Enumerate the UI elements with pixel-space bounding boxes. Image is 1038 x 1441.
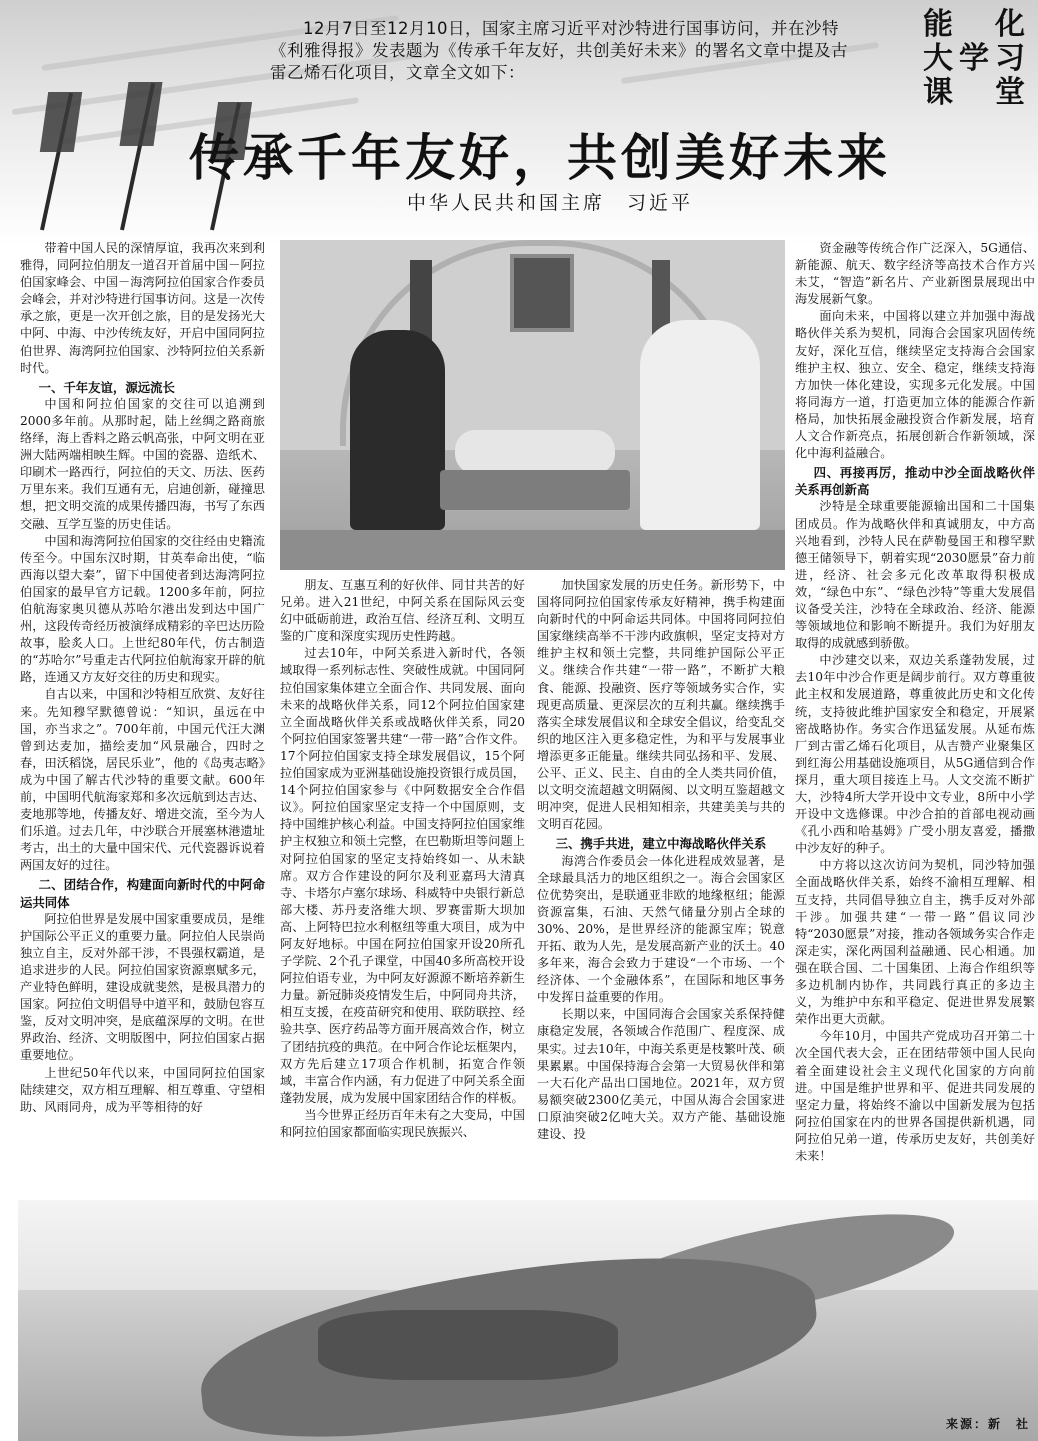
photo-floor (280, 530, 785, 570)
article-headline: 传承千年友好，共创美好未来 (189, 129, 891, 187)
paragraph: 当今世界正经历百年未有之大变局，中国和阿拉伯国家都面临实现民族振兴、 (280, 1107, 525, 1139)
paragraph: 带着中国人民的深情厚谊，我再次来到利雅得，同阿拉伯朋友一道召开首届中国－阿拉伯国家峰会、中国－海湾阿拉伯国家合作委员会峰会，并对沙特进行国事访问。这是一次传承之旅，更是一次开创之旅，目的是发扬光大中阿、中海、中沙传统友好，开启中国同阿拉伯世界、海湾阿拉伯国家、沙特阿拉伯关系新时代。 (20, 241, 265, 375)
text-column-4 (795, 240, 1035, 1165)
photo-flowers (455, 430, 615, 474)
paragraph: 加快国家发展的历史任务。新形势下，中国将同阿拉伯国家传承友好精神，携手构建面向新时代的中阿命运共同体。中国将同阿拉伯国家继续高举不干涉内政旗帜，坚定支持对方维护主权和领土完整，共同维护国际公平正义。继续合作共建“一带一路”，不断扩大粮食、能源、投融资、医疗等领域务实合作，实现更高质量、更深层次的互利共赢。继续携手落实全球发展倡议和全球安全倡议，给变乱交织的地区注入更多稳定性，为和平与发展事业增添更多正能量。继续共同弘扬和平、发展、公平、正义、民主、自由的全人类共同价值，以文明交流超越文明隔阂、以文明互鉴超越文明冲突，促进人民相知相亲，共建美美与共的文明百花园。 (537, 578, 785, 832)
column-label-line: 大学习 (923, 41, 1031, 76)
paragraph: 今年10月，中国共产党成功召开第二十次全国代表大会，正在团结带领中国人民向着全面建设社会主义现代化国家的方向前进。中国是维护世界和平、促进共同发展的坚定力量，将始终不渝以中国新发展为包括阿拉伯国家在内的世界各国提供新机遇，同阿拉伯兄弟一道，传承历史友好，共创美好未来！ (795, 1029, 1035, 1163)
intro-paragraph: 12月7日至12月10日，国家主席习近平对沙特进行国事访问，并在沙特《利雅得报》发表题为《传承千年友好，共创美好未来》的署名文章中提及古雷乙烯石化项目，文章全文如下： (270, 19, 848, 82)
column-label-line: 课 堂 (923, 75, 1031, 110)
aerial-photo (18, 1200, 1038, 1441)
paragraph: 上世纪50年代以来，中国同阿拉伯国家陆续建交，双方相互理解、相互尊重、守望相助、风雨同舟，成为平等相待的好 (20, 1065, 265, 1114)
photo-table (440, 470, 630, 510)
photo-portrait (510, 254, 574, 332)
paragraph: 中国和阿拉伯国家的交往可以追溯到2000多年前。从那时起，陆上丝绸之路商旅络绎，海上香料之路云帆高张，中阿文明在亚洲大陆两端相映生辉。中国的瓷器、造纸术、印刷术一路西行，阿拉伯的天文、历法、医药万里东来。我们互通有无，启迪创新，碰撞思想，把文明交流的成果传播四海，书写了东西交融、互学互鉴的历史佳话。 (20, 396, 265, 531)
meeting-photo (280, 240, 785, 570)
text-column-3 (537, 577, 785, 1143)
paragraph: 过去10年，中阿关系进入新时代，各领域取得一系列标志性、突破性成就。中国同阿拉伯国家集体建立全面合作、共同发展、面向未来的战略伙伴关系，同12个阿拉伯国家建立全面战略伙伴关系或战略伙伴关系，同20个阿拉伯国家签署共建“一带一路”合作文件。17个阿拉伯国家支持全球发展倡议，15个阿拉伯国家成为亚洲基础设施投资银行成员国，14个阿拉伯国家参与《中阿数据安全合作倡议》。阿拉伯国家坚定支持一个中国原则，支持中国维护核心利益。中国支持阿拉伯国家维护主权独立和领土完整，在巴勒斯坦等问题上对阿拉伯国家的坚定支持始终如一、从未缺席。双方合作建设的阿尔及利亚嘉玛大清真寺、卡塔尔卢塞尔球场、科威特中央银行新总部大楼、苏丹麦洛维大坝、罗赛雷斯大坝加高、上阿特巴拉水利枢纽等重大项目，成为中阿友好地标。中国在阿拉伯国家开设20所孔子学院、2个孔子课堂，中国40多所高校开设阿拉伯语专业，为中阿友好源源不断培养新生力量。新冠肺炎疫情发生后，中阿同舟共济，相互支援，在疫苗研究和使用、联防联控、经验共享、医疗药品等方面开展高效合作，树立了团结抗疫的典范。在中阿合作论坛框架内，双方先后建立17项合作机制，拓宽合作领域，丰富合作内涵，有力促进了中阿关系全面蓬勃发展，成为发展中国家团结合作的样板。 (280, 646, 525, 1105)
photo-person-right (640, 320, 760, 530)
flag (40, 92, 82, 152)
paragraph: 中国和海湾阿拉伯国家的交往经由史籍流传至今。中国东汉时期，甘英奉命出使，“临西海以望大秦”，留下中国使者到达海湾阿拉伯国家的最早官方记载。1200多年前，阿拉伯航海家奥贝德从苏哈尔港出发到达中国广州，这段传奇经历被演绎成精彩的辛巴达历险故事，脍炙人口。上世纪80年代，仿古制造的“苏哈尔”号重走古代阿拉伯航海家开辟的航路，连通又方友好交往的历史和现实。 (20, 533, 265, 685)
section-heading: 三、携手共进，建立中海战略伙伴关系 (555, 836, 767, 852)
paragraph: 资金融等传统合作广泛深入，5G通信、新能源、航天、数字经济等高技术合作方兴未艾，“智造”新名片、产业新图景展现出中海发展新气象。 (795, 241, 1035, 307)
paragraph: 中方将以这次访问为契机，同沙特加强全面战略伙伴关系，始终不渝相互理解、相互支持，共同倡导独立自主，携手反对外部干涉。加强共建“一带一路”倡议同沙特“2030愿景”对接，推动各领域务实合作走深走实，深化两国利益融通、民心相通。加强在联合国、二十国集团、上海合作组织等多边机制内协作，共同践行真正的多边主义，为维护中东和平稳定、促进世界发展繁荣作出更大贡献。 (795, 858, 1035, 1027)
paragraph: 中沙建交以来，双边关系蓬勃发展，过去10年中沙合作更是阔步前行。双方尊重彼此主权和发展道路，尊重彼此历史和文化传统，支持彼此维护国家安全和稳定，开展紧密战略协作。务实合作迅猛发展。从延布炼厂到古雷乙烯石化项目，从吉赞产业聚集区到红海公用基础设施项目，从5G通信到合作探月，重大项目接连上马。人文交流不断扩大，沙特4所大学开设中文专业，8所中小学开设中文选修课。中沙合拍的首部电视动画《孔小西和哈基姆》广受小朋友喜爱，播撒中沙友好的种子。 (795, 653, 1035, 856)
section-heading: 二、团结合作，构建面向新时代的中阿命运共同体 (20, 877, 265, 910)
paragraph: 朋友、互惠互利的好伙伴、同甘共苦的好兄弟。进入21世纪，中阿关系在国际风云变幻中砥砺前进，政治互信、经济互利、文明互鉴的广度和深度实现历史性跨越。 (280, 578, 525, 644)
intro-text (270, 18, 850, 84)
paragraph: 自古以来，中国和沙特相互欣赏、友好往来。先知穆罕默德曾说：“知识，虽远在中国，亦当求之”。700年前，中国元代汪大渊曾到达麦加，描绘麦加“风景融合，四时之春，田沃稻饶，居民乐业”，他的《岛夷志略》成为中国了解古代沙特的重要文献。600年前，中国明代航海家郑和多次远航到达吉达、麦地那等地，传播友好、增进交流，至今为人们乐道。过去几年，中沙联合开展塞林港遗址考古，出土的大量中国宋代、元代瓷器诉说着两国友好的过往。 (20, 687, 265, 873)
text-column-2 (280, 577, 525, 1141)
paragraph: 海湾合作委员会一体化进程成效显著，是全球最具活力的地区组织之一。海合会国家区位优势突出，是联通亚非欧的地缘枢纽；能源资源富集，石油、天然气储量分别占全球的30%、20%，是世界经济的能源宝库；锐意开拓、敢为人先，是发展高新产业的沃土。40多年来，海合会致力于建设“一个市场、一个经济体、一个金融体系”，在国际和地区事务中发挥日益重要的作用。 (537, 853, 785, 1005)
photo-person-left (350, 330, 445, 530)
column-label (922, 8, 1032, 110)
paragraph: 阿拉伯世界是发展中国家重要成员，是维护国际公平正义的重要力量。阿拉伯人民崇尚独立自主，反对外部干涉，不畏强权霸道，是追求进步的人民。阿拉伯国家资源禀赋多元，产业特色鲜明，建设成就斐然，是极具潜力的国家。阿拉伯文明倡导中道平和，鼓励包容互鉴，反对文明冲突，是底蕴深厚的文明。在世界政治、经济、文明版图中，阿拉伯国家占据重要地位。 (20, 911, 265, 1063)
paragraph: 长期以来，中国同海合会国家关系保持健康稳定发展，各领域合作范围广、程度深、成果实。过去10年，中海关系更是枝繁叶茂、硕果累累。中国保持海合会第一大贸易伙伴和第一大石化产品出口国地位。2021年，双方贸易额突破2300亿美元，中国从海合会国家进口原油突破2亿吨大关。双方产能、基础设施建设、投 (537, 1007, 785, 1141)
aerial-industrial-zone (318, 1310, 618, 1380)
text-column-1 (20, 240, 265, 1116)
photo-credit: 来源：新 社 (945, 1417, 1030, 1431)
article-byline: 中华人民共和国主席 习近平 (406, 192, 693, 214)
paragraph: 沙特是全球重要能源输出国和二十国集团成员。作为战略伙伴和真诚朋友，中方高兴地看到，沙特人民在萨勒曼国王和穆罕默德王储领导下，朝着实现“2030愿景”奋力前进，经济、社会多元化改革取得积极成效，“绿色中东”、“绿色沙特”等重大发展倡议备受关注，沙特在全球政治、经济、能源等领域地位和影响不断提升。我们为好朋友取得的成就感到骄傲。 (795, 499, 1035, 651)
paragraph: 面向未来，中国将以建立并加强中海战略伙伴关系为契机，同海合会国家巩固传统友好，深化互信，继续坚定支持海合会国家维护主权、独立、安全、稳定，继续支持海方加快一体化建设，实现多元化发展。中国将同海方一道，打造更加立体的能源合作新格局，加快拓展金融投资合作新发展，培育人文合作新亮点，拓展创新合作新领域，深化中海利益融合。 (795, 309, 1035, 461)
section-heading: 一、千年友谊，源远流长 (38, 379, 175, 395)
section-heading: 四、再接再厉，推动中沙全面战略伙伴关系再创新高 (795, 465, 1035, 498)
header-banner (0, 0, 1038, 245)
column-label-line: 能 化 (923, 7, 1031, 42)
